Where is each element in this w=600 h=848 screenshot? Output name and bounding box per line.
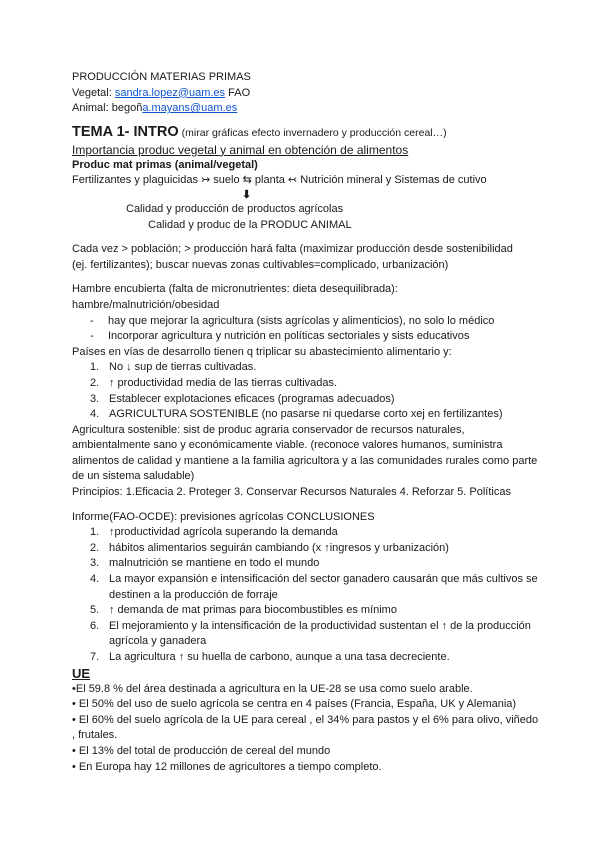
flow-line: Fertilizantes y plaguicidas ↣ suelo ⇆ planta ↢ Nutrición mineral y Sistemas de cutivo [72,174,487,187]
down-arrow-icon: ⬇ [242,188,252,201]
vegetal-suffix: FAO [225,86,251,99]
tema-note: (mirar gráficas efecto invernadero y producción cereal…) [181,126,447,139]
item-text: ↑ demanda de mat primas para biocombustibles es mínimo [109,604,397,617]
tema-subtitle: Importancia produc vegetal y animal en obtención de alimentos [72,142,409,157]
item-text: La mayor expansión e intensificación del sector ganadero causarán que más cultivos se destinen a la producción de forraje [109,573,538,601]
hambre-dash-list [72,314,542,345]
list-item [72,603,542,619]
doc-title: PRODUCCIÓN MATERIAS PRIMAS [72,71,251,83]
item-number: 5. [90,604,100,617]
vegetal-contact [72,86,542,102]
ue-heading: UE [72,665,91,681]
poblacion-line-2: (ej. fertilizantes); buscar nuevas zonas cultivables=complicado, urbanización) [72,258,449,271]
tema-title: TEMA 1- INTRO [72,123,179,140]
hambre-line-2: hambre/malnutrición/obesidad [72,298,220,311]
section-bold: Produc mat primas (animal/vegetal) [72,158,258,171]
paises-numbered-list [72,360,542,422]
list-item [72,360,542,376]
list-item: • En Europa hay 12 millones de agricultores a tiempo completo. [72,760,382,773]
list-item [72,392,542,408]
hambre-line-1: Hambre encubierta (falta de micronutrientes: dieta desequilibrada): [72,283,398,296]
list-item: • El 60% del suelo agrícola de la UE para cereal , el 34% para pastos y el 6% para olivo, viñedo , frutales. [72,713,539,742]
item-number: 7. [90,651,100,663]
informe-numbered-list [72,525,542,665]
animal-contact [72,101,542,117]
item-text: ↑productividad agrícola superando la demanda [109,526,338,539]
list-item [72,541,542,557]
list-item: - Incorporar agricultura y nutrición en políticas sectoriales y sists educativos [72,329,542,345]
item-number: 6. [90,619,100,632]
item-number: 4. [90,573,100,586]
list-item [72,619,542,650]
item-number: 3. [90,557,100,570]
list-item [72,572,542,603]
item-text: No ↓ sup de tierras cultivadas. [109,361,257,374]
calidad-line-2: Calidad y produc de la PRODUC ANIMAL [148,218,352,231]
list-item [72,650,542,666]
list-item: - hay que mejorar la agricultura (sists agrícolas y alimenticios), no solo lo médico [72,314,542,330]
principios-line: Principios: 1.Eficacia 2. Proteger 3. Conservar Recursos Naturales 4. Reforzar 5. Políticas [72,486,511,499]
item-text: hábitos alimentarios seguirán cambiando (x ↑ingresos y urbanización) [109,541,449,554]
item-text: ↑ productividad media de las tierras cultivadas. [109,376,338,389]
calidad-line-1: Calidad y producción de productos agrícolas [126,202,344,215]
sostenible-paragraph: Agricultura sostenible: sist de produc agraria conservador de recursos naturales, ambientalmente sano y económicamente viable. (reconoce valores humanos, suministra alimentos de calidad y mantiene a la familia agricultora y a las comunidades rurales como parte de un sistema saludable) [72,423,538,483]
item-number: 3. [90,392,100,405]
item-number: 4. [90,408,100,421]
item-text: AGRICULTURA SOSTENIBLE (no pasarse ni quedarse corto xej en fertilizantes) [109,408,503,421]
item-number: 2. [90,541,100,554]
item-text: El mejoramiento y la intensificación de la productividad sustentan el ↑ de la producción agrícola y ganadera [109,619,531,648]
document-page [72,70,542,775]
list-item [72,407,542,423]
list-item [72,525,542,541]
list-item: • El 50% del uso de suelo agrícola se centra en 4 países (Francia, España, UK y Alemania) [72,698,517,711]
poblacion-line-1: Cada vez > población; > producción hará falta (maximizar producción desde sostenibilidad [72,243,513,256]
tema-heading [72,123,542,142]
list-item [72,556,542,572]
animal-label: Animal: begoñ [72,102,143,115]
item-number: 2. [90,376,100,389]
item-number: 1. [90,361,100,374]
item-text: La agricultura ↑ su huella de carbono, aunque a una tasa decreciente. [109,651,450,663]
item-text: malnutrición se mantiene en todo el mundo [109,557,320,570]
item-number: 1. [90,526,100,539]
animal-email-link[interactable]: a.mayans@uam.es [142,102,238,115]
paises-line: Países en vías de desarrollo tienen q triplicar su abastecimiento alimentario y: [72,345,452,358]
vegetal-label: Vegetal: [72,86,115,99]
list-item [72,376,542,392]
item-text: Establecer explotaciones eficaces (programas adecuados) [109,392,395,405]
list-item: •El 59.8 % del área destinada a agricultura en la UE-28 se usa como suelo arable. [72,682,473,695]
informe-title: Informe(FAO-OCDE): previsiones agrícolas CONCLUSIONES [72,510,375,523]
vegetal-email-link[interactable]: sandra.lopez@uam.es [114,86,226,99]
list-item: • El 13% del total de producción de cereal del mundo [72,744,331,757]
